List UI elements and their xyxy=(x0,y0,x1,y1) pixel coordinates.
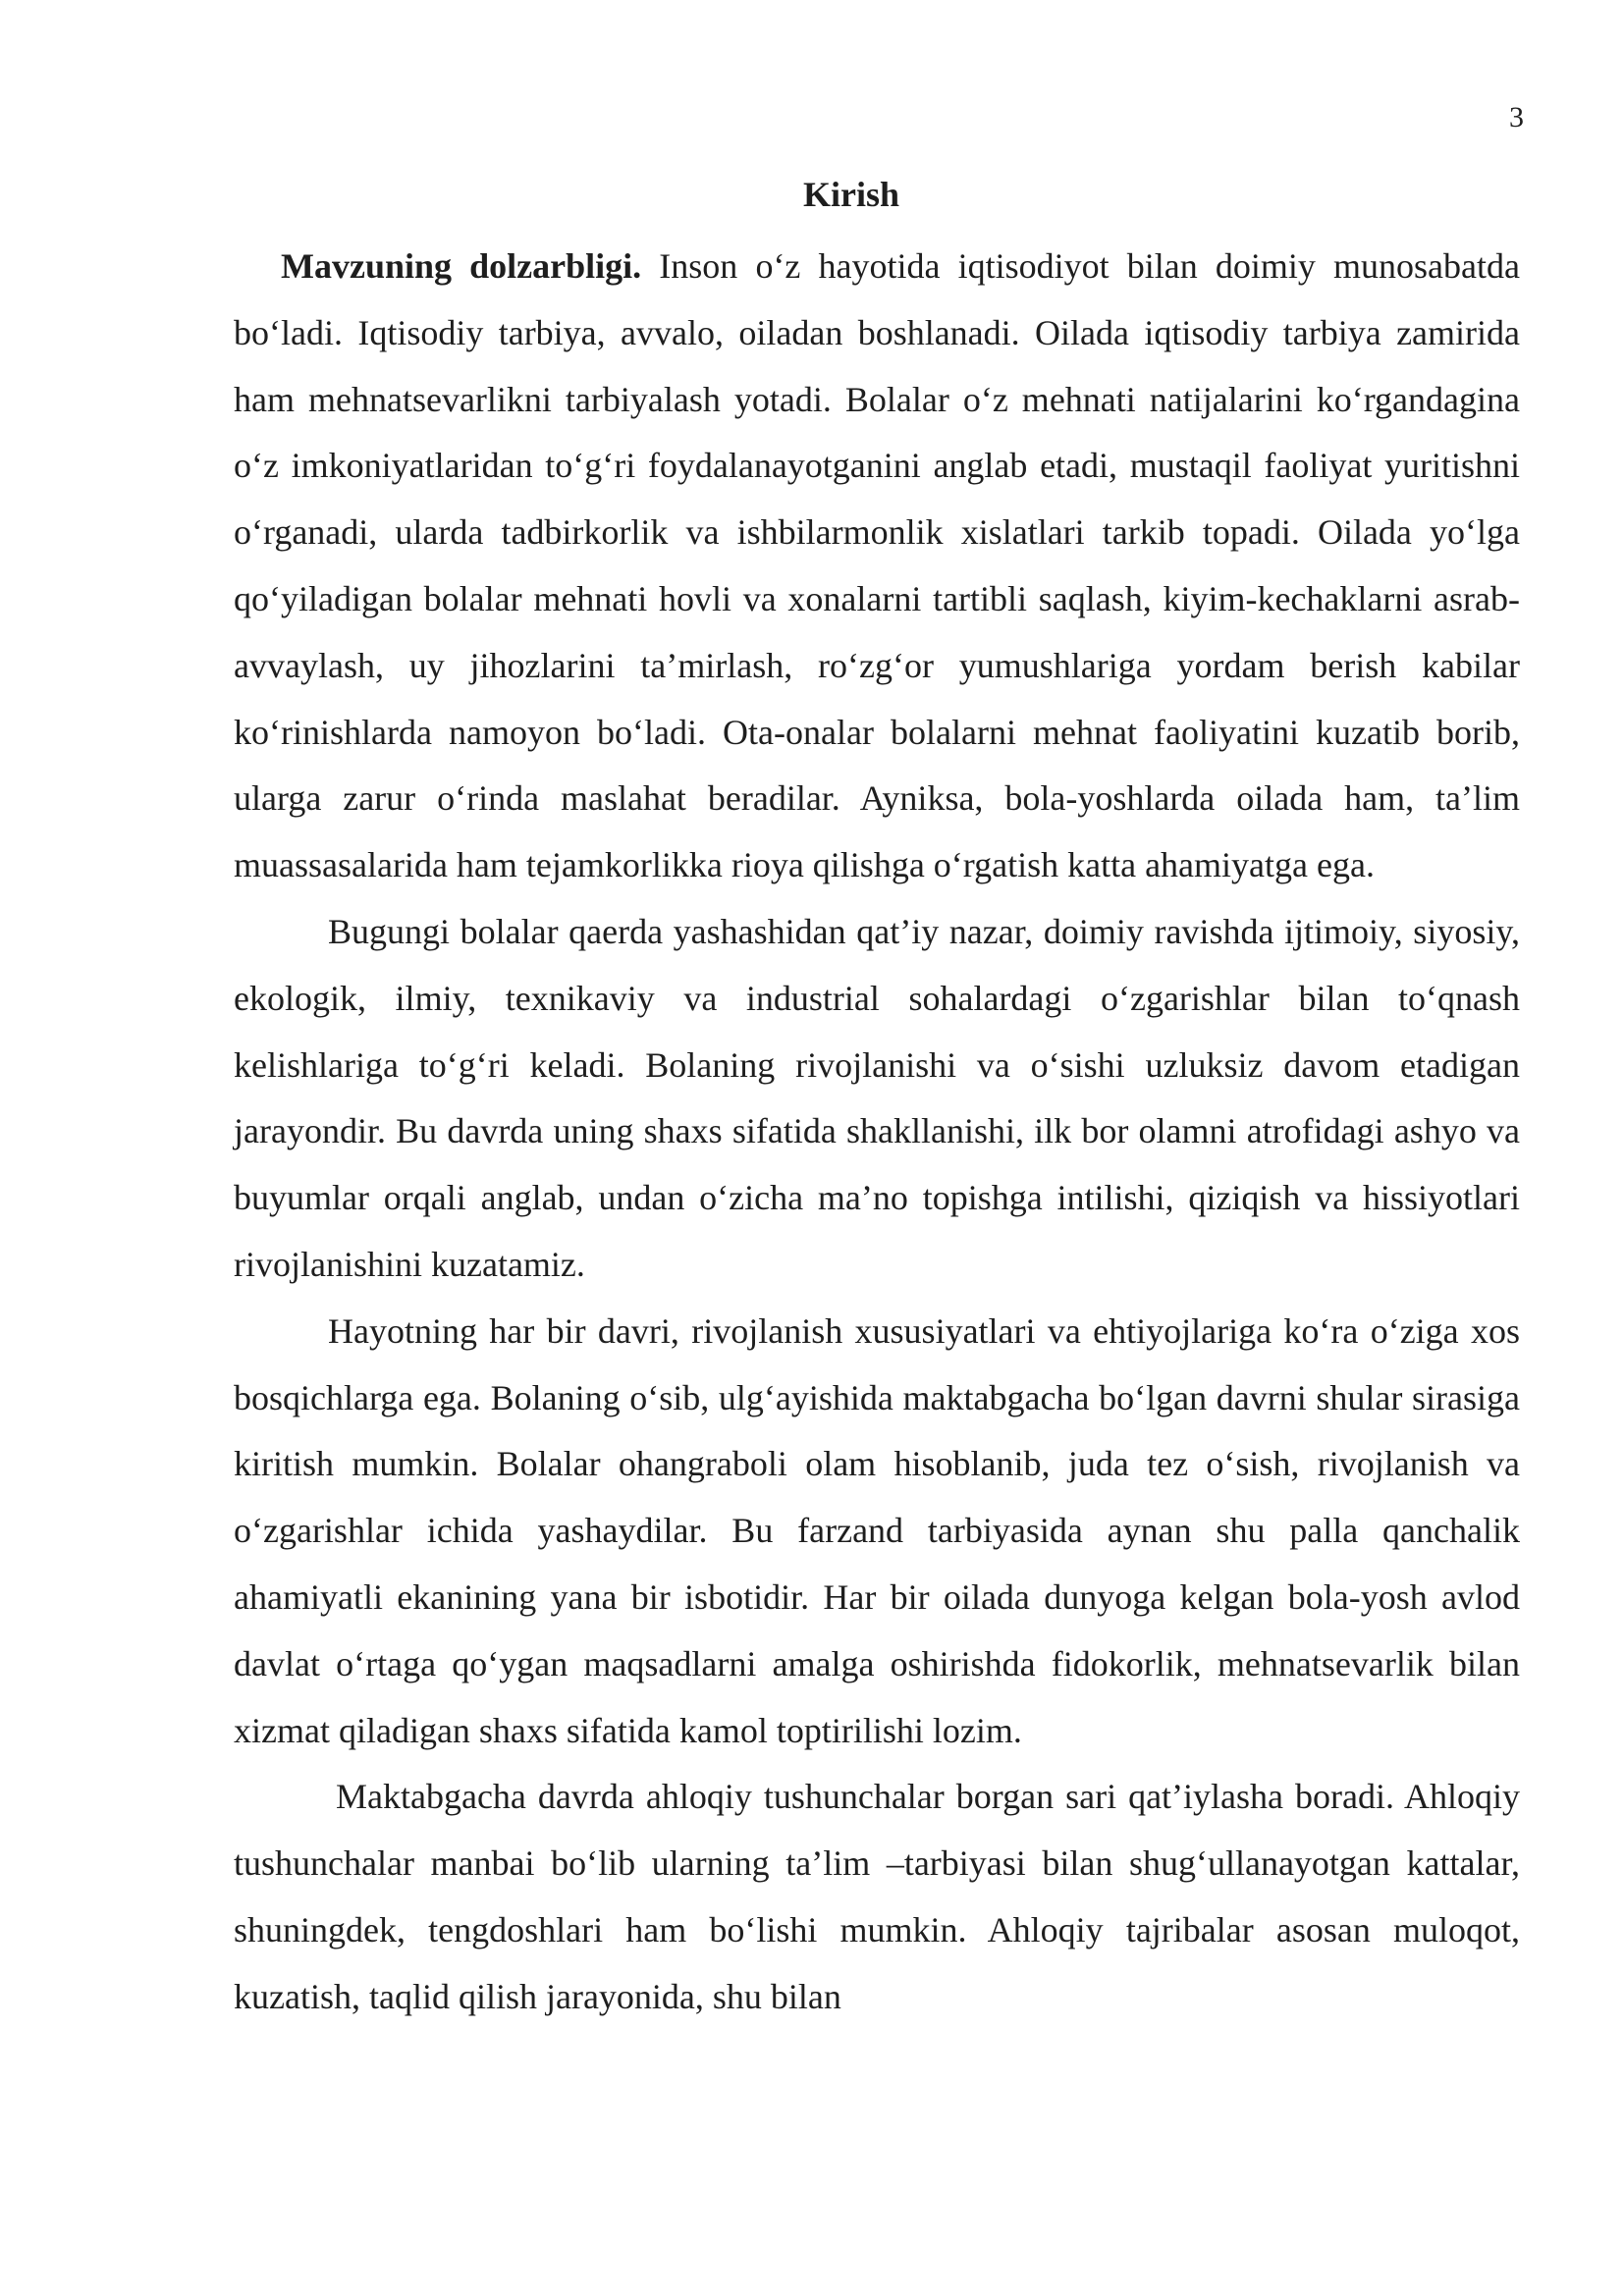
paragraph xyxy=(234,1299,1520,1765)
paragraph-text: Hayotning har bir davri, rivojlanish xususiyatlari va ehtiyojlariga ko‘ra o‘ziga xos bosqichlarga ega. Bolaning o‘sib, ulg‘ayishida maktabgacha bo‘lgan davrni shular sirasiga kiritish mumkin. Bolalar ohangraboli olam hisoblanib, juda tez o‘sish, rivojlanish va o‘zgarishlar ichida yashaydilar. Bu farzand tarbiyasida aynan shu palla qanchalik ahamiyatli ekanining yana bir isbotidir. Har bir oilada dunyoga kelgan bola-yosh avlod davlat o‘rtaga qo‘ygan maqsadlarni amalga oshirishda fidokorlik, mehnatsevarlik bilan xizmat qiladigan shaxs sifatida kamol toptirilishi lozim. xyxy=(234,1310,1520,1750)
paragraph-text: Bugungi bolalar qaerda yashashidan qat’iy nazar, doimiy ravishda ijtimoiy, siyosiy, ekologik, ilmiy, texnikaviy va industrial sohalardagi o‘zgarishlar bilan to‘qnash kelishlariga to‘g‘ri keladi. Bolaning rivojlanishi va o‘sishi uzluksiz davom etadigan jarayondir. Bu davrda uning shaxs sifatida shakllanishi, ilk bor olamni atrofidagi ashyo va buyumlar orqali anglab, undan o‘zicha ma’no topishga intilishi, qiziqish va hissiyotlari rivojlanishini kuzatamiz. xyxy=(234,911,1520,1284)
paragraph-lead: Mavzuning dolzarbligi. xyxy=(281,246,642,286)
paragraph xyxy=(234,899,1520,1299)
paragraph-text: Maktabgacha davrda ahloqiy tushunchalar borgan sari qat’iylasha boradi. Ahloqiy tushunchalar manbai bo‘lib ularning ta’lim –tarbiyasi bilan shug‘ullanayotgan kattalar, shuningdek, tengdoshlari ham bo‘lishi mumkin. Ahloqiy tajribalar asosan muloqot, kuzatish, taqlid qilish jarayonida, shu bilan xyxy=(234,1777,1520,2016)
section-title: Kirish xyxy=(802,175,899,214)
paragraph-text: Inson o‘z hayotida iqtisodiyot bilan doimiy munosabatda bo‘ladi. Iqtisodiy tarbiya, avvalo, oiladan boshlanadi. Oilada iqtisodiy tarbiya zamirida ham mehnatsevarlikni tarbiyalash yotadi. Bolalar o‘z mehnati natijalarini ko‘rgandagina o‘z imkoniyatlaridan to‘g‘ri foydalanayotganini anglab etadi, mustaqil faoliyat yuritishni o‘rganadi, ularda tadbirkorlik va ishbilarmonlik xislatlari tarkib topadi. Oilada yo‘lga qo‘yiladigan bolalar mehnati hovli va xonalarni tartibli saqlash, kiyim-kechaklarni asrab-avvaylash, uy jihozlarini ta’mirlash, ro‘zg‘or yumushlariga yordam berish kabilar ko‘rinishlarda namoyon bo‘ladi. Ota-onalar bolalarni mehnat faoliyatini kuzatib borib, ularga zarur o‘rinda maslahat beradilar. Ayniksa, bola-yoshlarda oilada ham, ta’lim muassasalarida ham tejamkorlikka rioya qilishga o‘rgatish katta ahamiyatga ega. xyxy=(234,246,1520,885)
page-number: 3 xyxy=(1509,101,1524,133)
paragraph-relevance xyxy=(234,234,1520,899)
document-body xyxy=(234,234,1520,2031)
paragraph xyxy=(234,1764,1520,2030)
